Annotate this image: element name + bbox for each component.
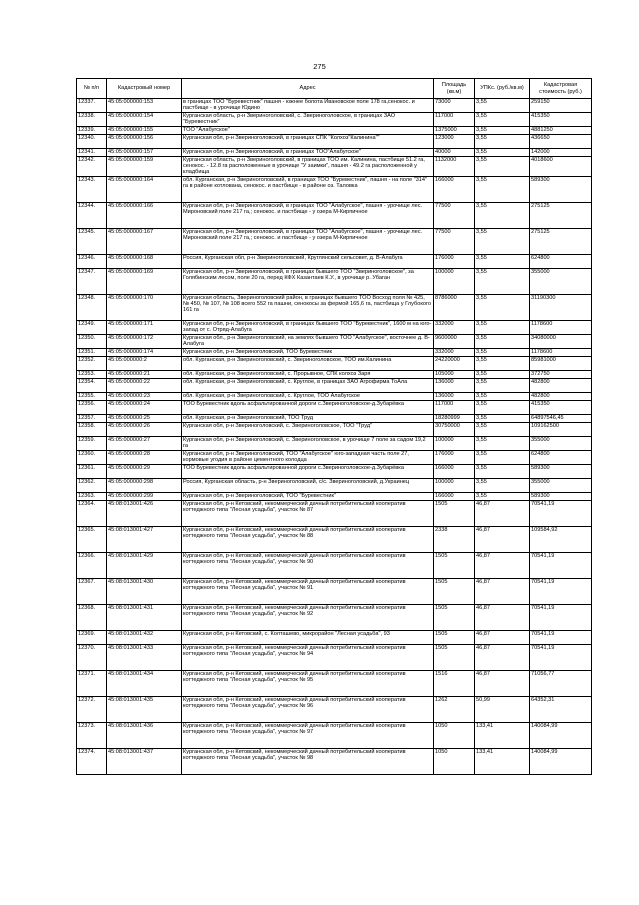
cell-upks: 46,87 — [475, 671, 530, 697]
cell-address: Курганская обл, р-н Кетовский, с. Колташево, микрорайон "Лесная усадьба", 93 — [182, 631, 434, 645]
cell-row-number: 12342. — [77, 157, 107, 177]
cell-cadastral-value: 624800 — [530, 451, 592, 465]
cell-upks: 3,55 — [475, 99, 530, 113]
cell-area: 40000 — [434, 149, 475, 157]
cell-upks: 3,55 — [475, 203, 530, 229]
cell-cadastral-number: 45:05:000000:168 — [107, 255, 182, 269]
cell-address: Россия, Курганская обл, р-н Звериноголовский, Круглянский сельсовет, д. В-Алабуга — [182, 255, 434, 269]
cell-cadastral-value: 589300 — [530, 493, 592, 501]
cell-address: Курганская обл, р-н Кетовский, некоммерческий дачный потребительский кооператив коттеджного типа "Лесная усадьба", участок № 92 — [182, 605, 434, 631]
table-row — [77, 479, 592, 493]
header-cadastral-value: Кадастровая стоимость (руб.) — [530, 79, 592, 99]
cell-upks: 3,55 — [475, 357, 530, 371]
cell-area: 1132000 — [434, 157, 475, 177]
cell-area: 136000 — [434, 393, 475, 401]
cell-cadastral-value: 1178600 — [530, 321, 592, 335]
cell-area: 1505 — [434, 553, 475, 579]
cell-address: Курганская обл, р-н Звериноголовский, ТОО Буревестник — [182, 349, 434, 357]
cell-cadastral-value: 85981000 — [530, 357, 592, 371]
cell-cadastral-number: 45:08:013001:436 — [107, 723, 182, 749]
cell-cadastral-number: 45:08:013001:426 — [107, 501, 182, 527]
cell-address: обл. Курганская, р-н Звериноголовский, ТОО Труд — [182, 415, 434, 423]
cell-area: 77500 — [434, 229, 475, 255]
cell-row-number: 12357. — [77, 415, 107, 423]
cell-row-number: 12346. — [77, 255, 107, 269]
cell-row-number: 12369. — [77, 631, 107, 645]
table-row — [77, 177, 592, 203]
cell-address: Курганская обл, р-н Кетовский, некоммерческий дачный потребительский кооператив коттеджного типа "Лесная усадьба", участок № 90 — [182, 553, 434, 579]
page-number: 275 — [313, 62, 326, 71]
cell-upks: 46,87 — [475, 631, 530, 645]
cell-cadastral-value: 4018600 — [530, 157, 592, 177]
cell-cadastral-number: 45:05:000000:172 — [107, 335, 182, 349]
table-row — [77, 553, 592, 579]
cell-cadastral-number: 45:08:013001:437 — [107, 749, 182, 775]
cell-row-number: 12366. — [77, 553, 107, 579]
cell-upks: 3,55 — [475, 493, 530, 501]
cell-row-number: 12363. — [77, 493, 107, 501]
cell-row-number: 12337. — [77, 99, 107, 113]
cell-row-number: 12371. — [77, 671, 107, 697]
cell-cadastral-number: 45:08:013001:434 — [107, 671, 182, 697]
cell-cadastral-value: 70541,19 — [530, 631, 592, 645]
table-row — [77, 401, 592, 415]
cell-cadastral-value: 482800 — [530, 393, 592, 401]
cell-area: 100000 — [434, 479, 475, 493]
cell-address: ТОО "Алабугское" — [182, 127, 434, 135]
cell-address: ТОО Буревестник вдоль асфальтированной дороги с.Звериноголовское-д.Зубарёвка — [182, 465, 434, 479]
table-row — [77, 113, 592, 127]
cell-row-number: 12349. — [77, 321, 107, 335]
cell-cadastral-value: 275125 — [530, 229, 592, 255]
cell-area: 176000 — [434, 451, 475, 465]
cell-row-number: 12338. — [77, 113, 107, 127]
table-row — [77, 379, 592, 393]
header-num: № п/п — [77, 79, 107, 99]
cell-upks: 3,55 — [475, 157, 530, 177]
cell-cadastral-value: 355000 — [530, 479, 592, 493]
cell-upks: 3,55 — [475, 451, 530, 465]
cell-cadastral-number: 45:05:000000:153 — [107, 99, 182, 113]
cell-area: 9600000 — [434, 335, 475, 349]
cell-row-number: 12345. — [77, 229, 107, 255]
cell-cadastral-value: 275125 — [530, 203, 592, 229]
table-row — [77, 493, 592, 501]
table-row — [77, 723, 592, 749]
cell-cadastral-number: 45:05:000000:169 — [107, 269, 182, 295]
table-row — [77, 465, 592, 479]
cell-address: Курганская обл., р-н Звериноголовский, на землях бывшего ТОО "Алабугское", восточнее д. В-Алабуга — [182, 335, 434, 349]
cell-cadastral-number: 45:05:000000:28 — [107, 451, 182, 465]
cell-address: Курганская обл, р-н Звериноголовский, ТОО "Буревестник" — [182, 493, 434, 501]
cell-row-number: 12372. — [77, 697, 107, 723]
cell-cadastral-number: 45:05:000000:29 — [107, 465, 182, 479]
cell-row-number: 12355. — [77, 393, 107, 401]
cell-upks: 133,41 — [475, 723, 530, 749]
cell-cadastral-number: 45:05:000000:157 — [107, 149, 182, 157]
cell-cadastral-value: 64897546,45 — [530, 415, 592, 423]
table-row — [77, 149, 592, 157]
table-row — [77, 321, 592, 335]
cell-address: Курганская обл, р-н Звериноголовский, в границах бывшего ТОО "Буревестник", 1600 м на юго-запад от с. Отряд-Алабуга — [182, 321, 434, 335]
cell-address: Курганская область, Звериноголовский район, в границах бывшего ТОО Восход поля № 425, № 450, № 107, № 108 всего 552 га пашни, сенокосы за фермой 165,6 га, пастбища у Глубокого 161 га — [182, 295, 434, 321]
table-row — [77, 451, 592, 465]
table-row — [77, 371, 592, 379]
cell-row-number: 12347. — [77, 269, 107, 295]
cell-area: 123000 — [434, 135, 475, 149]
cell-upks: 3,55 — [475, 113, 530, 127]
cell-area: 18280999 — [434, 415, 475, 423]
cell-row-number: 12361. — [77, 465, 107, 479]
cell-address: ТОО Буревестник вдоль асфальтированной дороги с.Звериноголовское-д.Зубарёвка — [182, 401, 434, 415]
cell-cadastral-number: 45:05:000000:23 — [107, 393, 182, 401]
cell-upks: 3,55 — [475, 269, 530, 295]
cell-cadastral-value: 109584,92 — [530, 527, 592, 553]
cell-row-number: 12365. — [77, 527, 107, 553]
cell-cadastral-value: 415350 — [530, 113, 592, 127]
cell-upks: 3,55 — [475, 229, 530, 255]
cell-upks: 46,87 — [475, 645, 530, 671]
cell-area: 1505 — [434, 645, 475, 671]
cell-address: Курганская обл, р-н Кетовский, некоммерческий дачный потребительский кооператив коттеджного типа "Лесная усадьба", участок № 95 — [182, 671, 434, 697]
cell-address: Курганская область, р-н Звериноголовский, с. Звериноголовское, в границах ЗАО "Буревестник" — [182, 113, 434, 127]
table-row — [77, 749, 592, 775]
cell-area: 176000 — [434, 255, 475, 269]
cell-upks: 50,99 — [475, 697, 530, 723]
cell-upks: 3,55 — [475, 349, 530, 357]
cell-cadastral-number: 45:08:013001:430 — [107, 579, 182, 605]
cell-cadastral-value: 436650 — [530, 135, 592, 149]
cell-address: Курганская обл, р-н Звериноголовский, с. Звериноголовское, ТОО "Труд" — [182, 423, 434, 437]
cell-row-number: 12339. — [77, 127, 107, 135]
cell-cadastral-number: 45:05:000000:171 — [107, 321, 182, 335]
cell-upks: 3,55 — [475, 255, 530, 269]
cell-area: 77500 — [434, 203, 475, 229]
cell-row-number: 12350. — [77, 335, 107, 349]
cell-row-number: 12373. — [77, 723, 107, 749]
cell-cadastral-value: 70541,19 — [530, 645, 592, 671]
cell-upks: 46,87 — [475, 605, 530, 631]
cell-cadastral-number: 45:05:000000:25 — [107, 415, 182, 423]
table-row — [77, 645, 592, 671]
cell-row-number: 12356. — [77, 401, 107, 415]
cell-row-number: 12354. — [77, 379, 107, 393]
cell-cadastral-number: 45:05:000000:21 — [107, 371, 182, 379]
cell-address: Курганская обл, р-н Звериноголовский, в границах бывшего ТОО "Звериноголовское", за Голябинским лесом, поле 20 га, перед КФХ Казантаев К.У., в урочище р. Убаган — [182, 269, 434, 295]
cell-area: 100000 — [434, 269, 475, 295]
cell-area: 73000 — [434, 99, 475, 113]
cell-cadastral-value: 64352,31 — [530, 697, 592, 723]
cell-address: Курганская обл, р-н Кетовский, некоммерческий дачный потребительский кооператив коттеджного типа "Лесная усадьба", участок № 88 — [182, 527, 434, 553]
table-row — [77, 335, 592, 349]
cell-area: 1262 — [434, 697, 475, 723]
cell-cadastral-number: 45:05:000000:24 — [107, 401, 182, 415]
table-row — [77, 127, 592, 135]
cell-cadastral-number: 45:08:013001:435 — [107, 697, 182, 723]
cell-cadastral-number: 45:08:013001:432 — [107, 631, 182, 645]
cell-row-number: 12348. — [77, 295, 107, 321]
cell-upks: 3,55 — [475, 295, 530, 321]
cell-row-number: 12360. — [77, 451, 107, 465]
cell-row-number: 12364. — [77, 501, 107, 527]
cell-address: в границах ТОО "Буревестник" пашня - южнее болота Ивановское поле 178 га,сенокос. и пастбище - в урочище Юдино — [182, 99, 434, 113]
cell-cadastral-value: 70541,19 — [530, 605, 592, 631]
cell-upks: 46,87 — [475, 527, 530, 553]
cell-area: 1505 — [434, 605, 475, 631]
cell-row-number: 12340. — [77, 135, 107, 149]
cell-row-number: 12341. — [77, 149, 107, 157]
cell-cadastral-number: 45:05:000000:156 — [107, 135, 182, 149]
cell-cadastral-value: 259150 — [530, 99, 592, 113]
cell-address: обл. Курганская, р-н Звериноголовский, с. Круглое, ТОО Алабугское — [182, 393, 434, 401]
table-row — [77, 255, 592, 269]
table-row — [77, 393, 592, 401]
cell-cadastral-value: 624800 — [530, 255, 592, 269]
cell-area: 117000 — [434, 113, 475, 127]
cell-upks: 3,55 — [475, 177, 530, 203]
cell-cadastral-number: 45:05:000000:2 — [107, 357, 182, 371]
cell-area: 117000 — [434, 401, 475, 415]
cell-cadastral-number: 45:08:013001:431 — [107, 605, 182, 631]
cell-row-number: 12374. — [77, 749, 107, 775]
cell-cadastral-value: 482800 — [530, 379, 592, 393]
cell-upks: 46,87 — [475, 579, 530, 605]
cell-cadastral-number: 45:05:000000:155 — [107, 127, 182, 135]
table-row — [77, 229, 592, 255]
cell-area: 1050 — [434, 749, 475, 775]
cell-cadastral-value: 70541,19 — [530, 501, 592, 527]
cell-upks: 3,55 — [475, 321, 530, 335]
cell-upks: 3,55 — [475, 149, 530, 157]
cell-address: Курганская обл, р-н Кетовский, некоммерческий дачный потребительский кооператив коттеджного типа "Лесная усадьба", участок № 97 — [182, 723, 434, 749]
cell-cadastral-number: 45:08:013001:433 — [107, 645, 182, 671]
table-row — [77, 437, 592, 451]
table-row — [77, 697, 592, 723]
cell-cadastral-value: 31190300 — [530, 295, 592, 321]
cadastral-table — [76, 78, 592, 775]
cell-row-number: 12352. — [77, 357, 107, 371]
cell-address: Курганская обл, р-н Звериноголовский, в границах ТОО "Алабугское", пашня - урочище лес. Мироновский поле 217 га,; сенокос. и пастбище - у озера М-Кирпичное — [182, 229, 434, 255]
cell-address: Курганская обл, р-н Звериноголовский, ТОО "Алабугское" юго-западная часть поле 27, кормовые угодия в районе цементного колодца — [182, 451, 434, 465]
cell-area: 24220000 — [434, 357, 475, 371]
cell-row-number: 12343. — [77, 177, 107, 203]
cell-area: 166000 — [434, 465, 475, 479]
cell-cadastral-value: 140084,99 — [530, 749, 592, 775]
cell-cadastral-number: 45:08:013001:429 — [107, 553, 182, 579]
cell-cadastral-value: 142000 — [530, 149, 592, 157]
cell-cadastral-value: 589300 — [530, 465, 592, 479]
cell-address: Курганская область, р-н Звериноголовский, в границах ТОО им. Калинина, пастбище 51.2 га, сенокос. - 12.8 га расположенные в урочище "У заимки", пашня - 49.2 га расположенной у кладбища — [182, 157, 434, 177]
cell-address: Курганская обл, р-н Кетовский, некоммерческий дачный потребительский кооператив коттеджного типа "Лесная усадьба", участок № 94 — [182, 645, 434, 671]
cell-cadastral-value: 372750 — [530, 371, 592, 379]
cadastral-table-container — [76, 78, 591, 775]
cell-cadastral-number: 45:05:000000:298 — [107, 479, 182, 493]
cell-area: 1050 — [434, 723, 475, 749]
cell-cadastral-number: 45:05:000000:164 — [107, 177, 182, 203]
cell-area: 1516 — [434, 671, 475, 697]
cell-area: 100000 — [434, 437, 475, 451]
cell-area: 30750000 — [434, 423, 475, 437]
cell-cadastral-number: 45:05:000000:22 — [107, 379, 182, 393]
table-row — [77, 135, 592, 149]
cell-row-number: 12358. — [77, 423, 107, 437]
cell-area: 1505 — [434, 631, 475, 645]
cell-address: Курганская обл, р-н Кетовский, некоммерческий дачный потребительский кооператив коттеджного типа "Лесная усадьба", участок № 91 — [182, 579, 434, 605]
cell-area: 332000 — [434, 349, 475, 357]
cell-address: Курганская обл, р-н Звериноголовский, с. Звериноголовское, в урочище 7 поле за садом 19,2 га — [182, 437, 434, 451]
cell-cadastral-number: 45:05:000000:154 — [107, 113, 182, 127]
table-row — [77, 423, 592, 437]
cell-row-number: 12351. — [77, 349, 107, 357]
header-address: Адрес — [182, 79, 434, 99]
table-row — [77, 671, 592, 697]
cell-cadastral-number: 45:05:000000:167 — [107, 229, 182, 255]
cell-address: Курганская обл, р-н Кетовский, некоммерческий дачный потребительский кооператив коттеджного типа "Лесная усадьба", участок № 87 — [182, 501, 434, 527]
cell-area: 2338 — [434, 527, 475, 553]
cell-cadastral-number: 45:05:000000:166 — [107, 203, 182, 229]
cell-cadastral-value: 355000 — [530, 269, 592, 295]
cell-cadastral-number: 45:05:000000:299 — [107, 493, 182, 501]
cell-upks: 3,55 — [475, 379, 530, 393]
cell-address: Курганская обл, р-н Кетовский, некоммерческий дачный потребительский кооператив коттеджного типа "Лесная усадьба", участок № 98 — [182, 749, 434, 775]
cell-area: 1505 — [434, 579, 475, 605]
cell-cadastral-number: 45:05:000000:26 — [107, 423, 182, 437]
cell-cadastral-number: 45:05:000000:174 — [107, 349, 182, 357]
cell-cadastral-value: 140084,99 — [530, 723, 592, 749]
cell-address: обл. Курганская, р-н Звериноголовский, с. Круглое, в границах ЗАО Агрофирма ТоАла — [182, 379, 434, 393]
header-upks: УПКс. (руб./кв.м) — [475, 79, 530, 99]
cell-row-number: 12353. — [77, 371, 107, 379]
cell-upks: 3,55 — [475, 479, 530, 493]
cell-upks: 3,55 — [475, 465, 530, 479]
cell-row-number: 12368. — [77, 605, 107, 631]
cell-area: 105000 — [434, 371, 475, 379]
cell-address: обл. Курганская, р-н Звериноголовский, с. Прорывное, СПК колхоз Заря — [182, 371, 434, 379]
cell-upks: 3,55 — [475, 401, 530, 415]
table-row — [77, 349, 592, 357]
cell-cadastral-value: 4881250 — [530, 127, 592, 135]
cell-cadastral-number: 45:08:013001:427 — [107, 527, 182, 553]
cell-upks: 133,41 — [475, 749, 530, 775]
cell-cadastral-value: 34080000 — [530, 335, 592, 349]
cell-address: Курганская обл, р-н Звериноголовский, в границах СПК "Колхоз"Калинина"" — [182, 135, 434, 149]
cell-cadastral-value: 1178600 — [530, 349, 592, 357]
table-row — [77, 99, 592, 113]
table-body — [77, 99, 592, 775]
table-row — [77, 415, 592, 423]
cell-upks: 3,55 — [475, 127, 530, 135]
cell-area: 1375000 — [434, 127, 475, 135]
cell-cadastral-value: 71056,77 — [530, 671, 592, 697]
table-row — [77, 631, 592, 645]
cell-row-number: 12362. — [77, 479, 107, 493]
cell-row-number: 12370. — [77, 645, 107, 671]
cell-upks: 46,87 — [475, 501, 530, 527]
cell-address: Курганская обл, р-н Звериноголовский, в границах ТОО "Алабугское", пашня - урочище лес. Мироновский поле 217 га,; сенокос. и пастбище - у озера М-Кирпичное — [182, 203, 434, 229]
cell-cadastral-number: 45:05:000000:170 — [107, 295, 182, 321]
cell-area: 166000 — [434, 177, 475, 203]
table-row — [77, 269, 592, 295]
cell-area: 332000 — [434, 321, 475, 335]
cell-upks: 3,55 — [475, 393, 530, 401]
cell-area: 1505 — [434, 501, 475, 527]
table-row — [77, 605, 592, 631]
table-row — [77, 157, 592, 177]
cell-address: Курганская обл, р-н Звериноголовский, в границах ТОО"Алабугское" — [182, 149, 434, 157]
cell-address: обл. Курганская, р-н Звериноголовский, с. Звериноголовское, ТОО им.Калинина — [182, 357, 434, 371]
table-row — [77, 357, 592, 371]
cell-cadastral-value: 589300 — [530, 177, 592, 203]
cell-address: Россия, Курганская область, р-н Звериноголовский, с/с. Звериноголовский, д.Украинец — [182, 479, 434, 493]
table-row — [77, 295, 592, 321]
cell-cadastral-value: 109162500 — [530, 423, 592, 437]
cell-cadastral-value: 415350 — [530, 401, 592, 415]
cell-cadastral-number: 45:05:000000:27 — [107, 437, 182, 451]
cell-upks: 3,55 — [475, 135, 530, 149]
cell-cadastral-value: 70541,19 — [530, 553, 592, 579]
cell-area: 136000 — [434, 379, 475, 393]
cell-upks: 3,55 — [475, 437, 530, 451]
cell-address: обл. Курганская, р-н Звериноголовский, в границах ТОО "Буревестник", пашня - на поле "314" га в районе котлована, сенокос. и пастбище - в районе оз. Таловка — [182, 177, 434, 203]
table-row — [77, 527, 592, 553]
table-header-row — [77, 79, 592, 99]
cell-area: 166000 — [434, 493, 475, 501]
cell-upks: 3,55 — [475, 371, 530, 379]
cell-upks: 46,87 — [475, 553, 530, 579]
cell-cadastral-value: 70541,19 — [530, 579, 592, 605]
table-row — [77, 203, 592, 229]
cell-address: Курганская обл, р-н Кетовский, некоммерческий дачный потребительский кооператив коттеджного типа "Лесная усадьба", участок № 96 — [182, 697, 434, 723]
cell-row-number: 12359. — [77, 437, 107, 451]
header-area: Площадь (кв.м) — [434, 79, 475, 99]
cell-row-number: 12344. — [77, 203, 107, 229]
cell-upks: 3,55 — [475, 335, 530, 349]
header-cadastral-number: Кадастровый номер — [107, 79, 182, 99]
cell-row-number: 12367. — [77, 579, 107, 605]
cell-upks: 3,55 — [475, 415, 530, 423]
cell-area: 8786000 — [434, 295, 475, 321]
cell-cadastral-value: 355000 — [530, 437, 592, 451]
table-row — [77, 501, 592, 527]
table-row — [77, 579, 592, 605]
cell-cadastral-number: 45:05:000000:159 — [107, 157, 182, 177]
cell-upks: 3,55 — [475, 423, 530, 437]
